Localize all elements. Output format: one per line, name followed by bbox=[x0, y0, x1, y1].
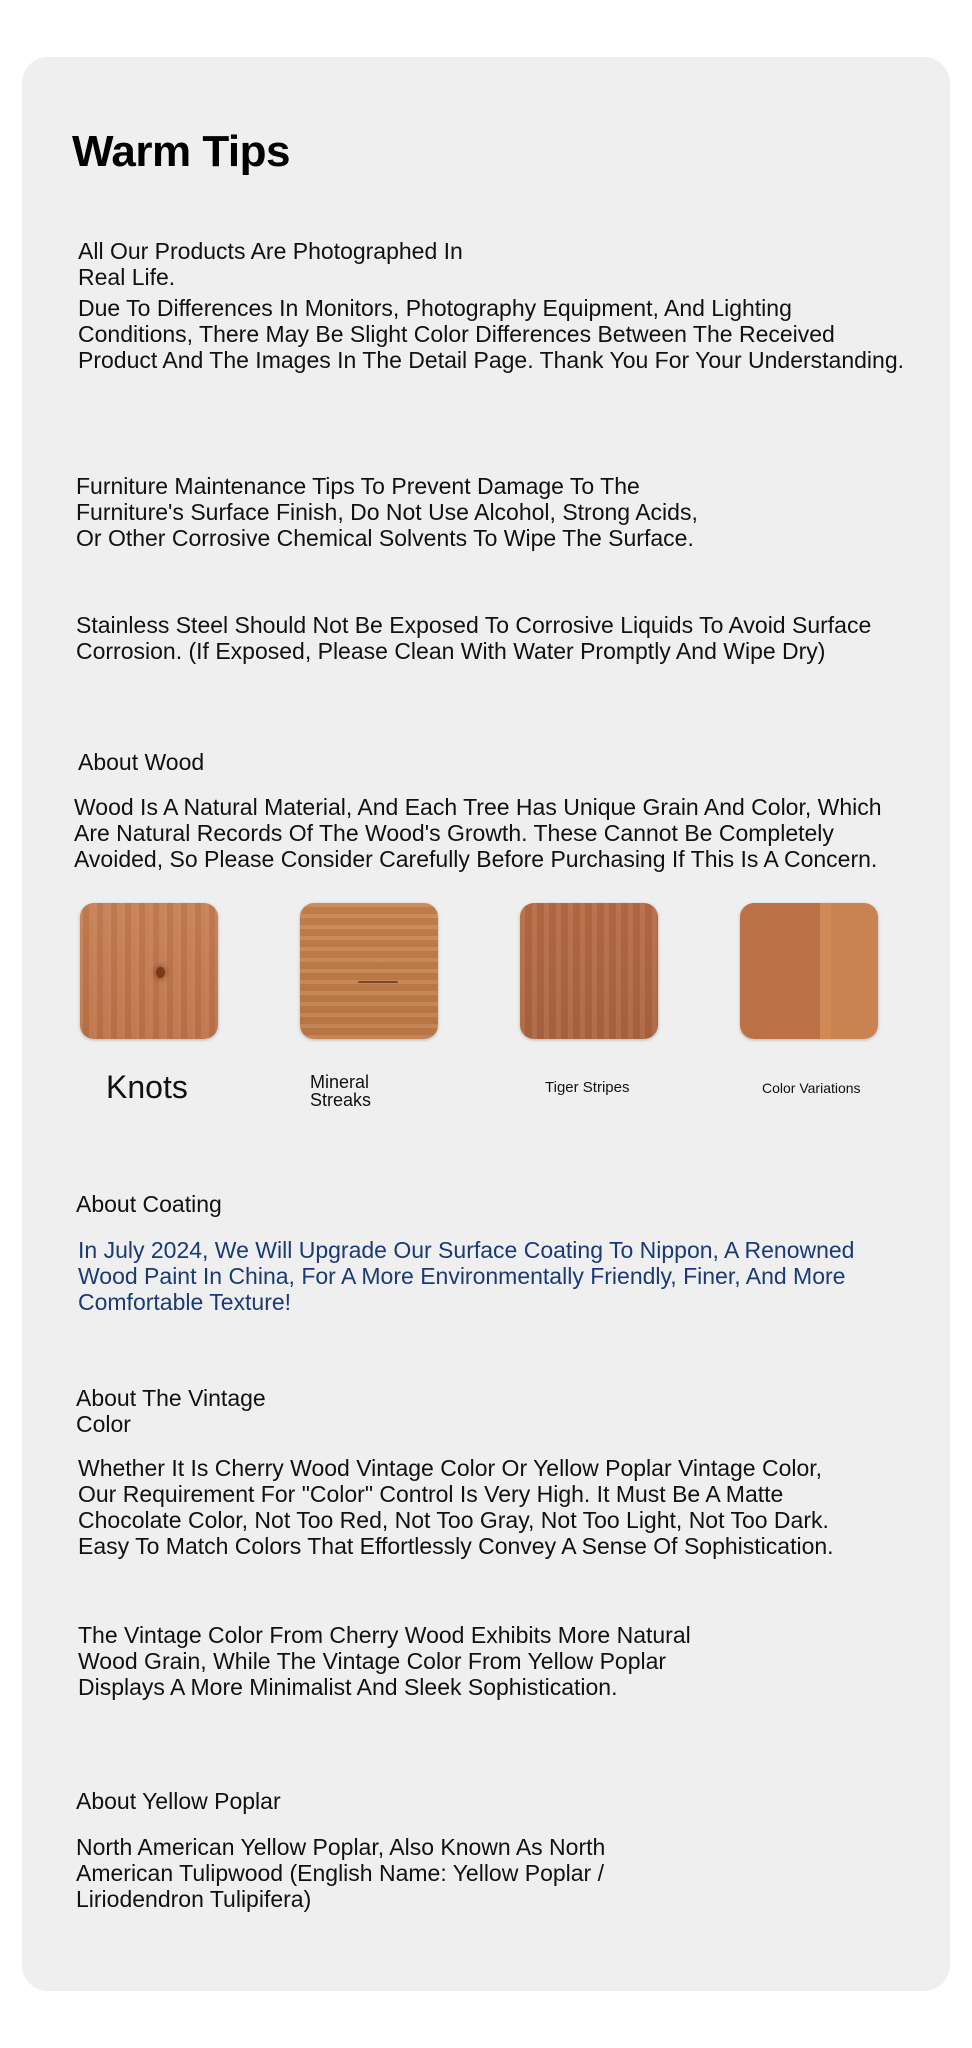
about-wood-text bbox=[74, 794, 882, 872]
poplar-line: American Tulipwood (English Name: Yellow Poplar / bbox=[76, 1860, 604, 1886]
vintage-line: Our Requirement For "Color" Control Is Very High. It Must Be A Matte bbox=[78, 1481, 784, 1507]
maintenance-line: Furniture Maintenance Tips To Prevent Damage To The bbox=[76, 473, 640, 499]
vintage-line2: Displays A More Minimalist And Sleek Sophistication. bbox=[78, 1674, 618, 1700]
about-coating-heading: About Coating bbox=[76, 1191, 222, 1217]
maintenance-line: Or Other Corrosive Chemical Solvents To Wipe The Surface. bbox=[76, 525, 694, 551]
maintenance-text bbox=[76, 473, 698, 551]
wood-line: Wood Is A Natural Material, And Each Tree Has Unique Grain And Color, Which bbox=[74, 794, 882, 820]
about-wood-heading: About Wood bbox=[78, 749, 205, 775]
mineral-caption-line1: Mineral bbox=[310, 1072, 370, 1092]
tiger-stripes-caption: Tiger Stripes bbox=[545, 1079, 630, 1096]
page-title: Warm Tips bbox=[72, 127, 290, 176]
about-vintage-text bbox=[78, 1455, 834, 1559]
stainless-text bbox=[76, 612, 871, 664]
maintenance-line: Furniture's Surface Finish, Do Not Use Alcohol, Strong Acids, bbox=[76, 499, 698, 525]
vintage-line: Chocolate Color, Not Too Red, Not Too Gray, Not Too Light, Not Too Dark. bbox=[78, 1507, 829, 1533]
color-variations-swatch-image bbox=[740, 903, 878, 1039]
intro-line: Conditions, There May Be Slight Color Differences Between The Received bbox=[78, 321, 835, 347]
streak-mark bbox=[358, 981, 398, 983]
intro-heading-line2: Real Life. bbox=[78, 264, 176, 290]
coating-line: Comfortable Texture! bbox=[78, 1289, 292, 1315]
coating-line: Wood Paint In China, For A More Environmentally Friendly, Finer, And More bbox=[78, 1263, 846, 1289]
warm-tips-card bbox=[22, 57, 950, 1991]
mineral-streaks-swatch-image bbox=[300, 903, 438, 1039]
color-variations-caption: Color Variations bbox=[762, 1080, 861, 1096]
tiger-stripes-swatch-image bbox=[520, 903, 658, 1039]
intro-text bbox=[78, 295, 904, 373]
vintage-line2: The Vintage Color From Cherry Wood Exhibits More Natural bbox=[78, 1622, 691, 1648]
poplar-line: Liriodendron Tulipifera) bbox=[76, 1886, 312, 1912]
about-poplar-heading: About Yellow Poplar bbox=[76, 1788, 281, 1814]
knots-swatch-image bbox=[80, 903, 218, 1039]
knots-caption: Knots bbox=[106, 1069, 188, 1105]
vintage-line: Whether It Is Cherry Wood Vintage Color Or Yellow Poplar Vintage Color, bbox=[78, 1455, 823, 1481]
poplar-line: North American Yellow Poplar, Also Known As North bbox=[76, 1834, 606, 1860]
stainless-line: Stainless Steel Should Not Be Exposed To Corrosive Liquids To Avoid Surface bbox=[76, 612, 872, 638]
about-vintage-heading bbox=[76, 1385, 266, 1437]
about-coating-text bbox=[78, 1237, 854, 1315]
mineral-caption-line2: Streaks bbox=[310, 1090, 372, 1110]
vintage-line: Easy To Match Colors That Effortlessly Convey A Sense Of Sophistication. bbox=[78, 1533, 834, 1559]
wood-line: Are Natural Records Of The Wood's Growth. These Cannot Be Completely bbox=[74, 820, 834, 846]
vintage-heading-line2: Color bbox=[76, 1411, 131, 1437]
coating-line: In July 2024, We Will Upgrade Our Surface Coating To Nippon, A Renowned bbox=[78, 1237, 855, 1263]
knot-mark bbox=[156, 967, 165, 978]
vintage-line2: Wood Grain, While The Vintage Color From Yellow Poplar bbox=[78, 1648, 667, 1674]
about-poplar-text bbox=[76, 1834, 605, 1912]
vintage-heading-line1: About The Vintage bbox=[76, 1385, 266, 1411]
stainless-line: Corrosion. (If Exposed, Please Clean With Water Promptly And Wipe Dry) bbox=[76, 638, 826, 664]
intro-line: Product And The Images In The Detail Page. Thank You For Your Understanding. bbox=[78, 347, 905, 373]
wood-line: Avoided, So Please Consider Carefully Before Purchasing If This Is A Concern. bbox=[74, 846, 878, 872]
vintage-comparison-text bbox=[78, 1622, 691, 1700]
intro-heading-line1: All Our Products Are Photographed In bbox=[78, 238, 463, 264]
mineral-streaks-caption bbox=[310, 1073, 371, 1109]
intro-block bbox=[78, 238, 463, 290]
intro-line: Due To Differences In Monitors, Photography Equipment, And Lighting bbox=[78, 295, 792, 321]
